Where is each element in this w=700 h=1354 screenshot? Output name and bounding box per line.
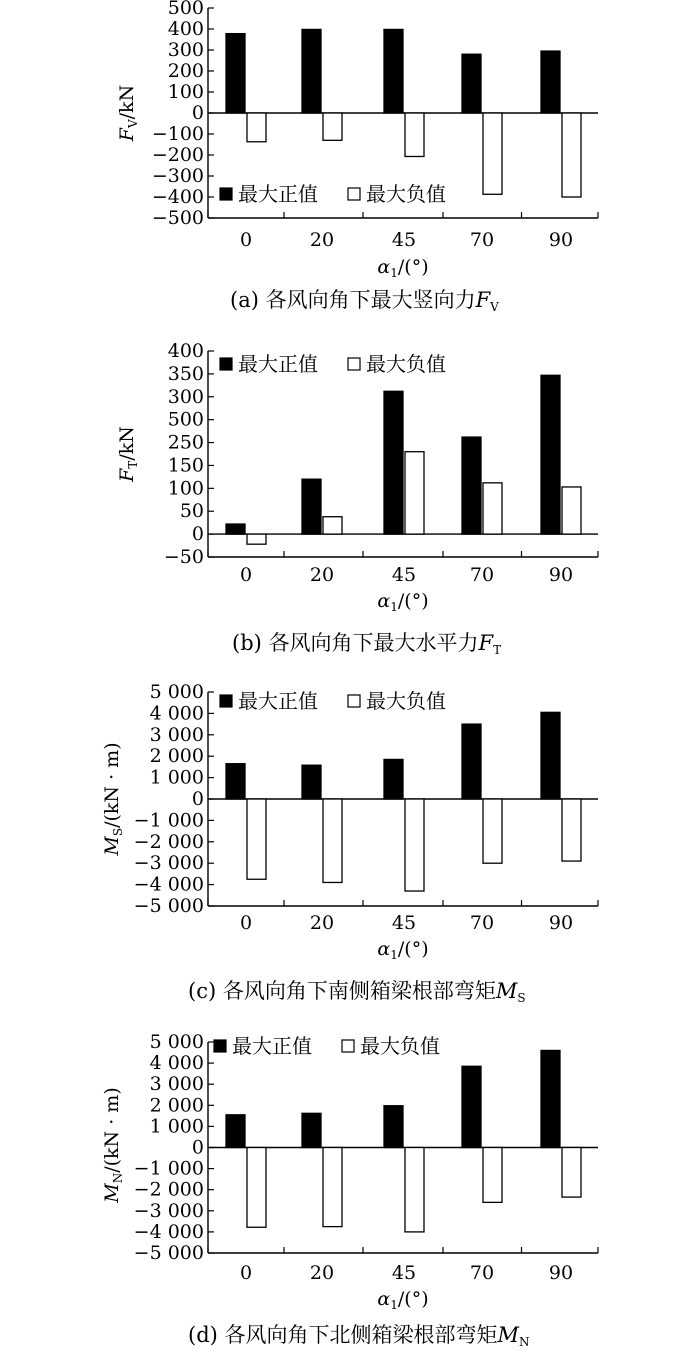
bar-max-positive bbox=[462, 437, 481, 534]
x-tick-label: 0 bbox=[239, 912, 253, 934]
x-axis-label-unit: /(°) bbox=[397, 256, 429, 278]
x-tick-label: 20 bbox=[309, 564, 335, 586]
y-tick-label: −200 bbox=[151, 144, 204, 166]
legend-swatch-positive bbox=[214, 1040, 226, 1052]
y-axis-label bbox=[116, 85, 140, 142]
x-tick-label: 45 bbox=[391, 912, 417, 934]
bar-max-negative bbox=[483, 1148, 502, 1203]
y-tick-label: −4 000 bbox=[133, 1220, 204, 1243]
legend-label-positive: 最大正值 bbox=[238, 182, 318, 206]
legend-swatch-positive bbox=[220, 358, 232, 370]
x-axis-label-symbol: α bbox=[377, 1288, 391, 1310]
legend bbox=[220, 689, 446, 713]
x-axis-label-unit: /(°) bbox=[397, 1288, 429, 1310]
y-tick-label: −5 000 bbox=[133, 895, 204, 917]
x-axis-label bbox=[377, 1288, 428, 1312]
y-tick-label: 0 bbox=[191, 1136, 204, 1159]
chart-caption-sub: S bbox=[517, 991, 526, 1005]
y-tick-label: −3 000 bbox=[133, 852, 204, 875]
y-tick-label: −3 000 bbox=[133, 1199, 204, 1222]
chart-panel-b bbox=[116, 340, 598, 657]
y-axis-label-unit: /(kN · m) bbox=[101, 1087, 123, 1173]
legend-label-positive: 最大正值 bbox=[238, 689, 318, 713]
bar-max-positive bbox=[226, 34, 245, 113]
y-tick-label: 50 bbox=[179, 500, 204, 523]
legend-swatch-negative bbox=[342, 1040, 354, 1052]
legend-swatch-positive bbox=[220, 188, 232, 200]
legend-swatch-negative bbox=[348, 695, 360, 707]
bar-max-positive bbox=[302, 1113, 321, 1147]
y-tick-label: 2 000 bbox=[149, 745, 204, 768]
y-tick-label: −500 bbox=[151, 207, 204, 229]
y-tick-label: 3 000 bbox=[149, 723, 204, 746]
y-tick-label: −300 bbox=[151, 165, 204, 187]
y-axis-label-symbol: F bbox=[116, 468, 138, 482]
chart-caption bbox=[188, 1323, 530, 1349]
chart-caption-text: (d) 各风向角下北侧箱梁根部弯矩 bbox=[188, 1323, 498, 1347]
bar-max-positive bbox=[462, 54, 481, 113]
x-tick-label: 45 bbox=[391, 229, 417, 251]
legend-label-positive: 最大正值 bbox=[232, 1034, 312, 1058]
y-tick-label: 2 000 bbox=[149, 1094, 204, 1117]
legend-label-negative: 最大负值 bbox=[366, 689, 446, 713]
y-tick-label: 150 bbox=[167, 454, 204, 477]
bar-max-negative bbox=[562, 799, 581, 861]
y-axis-label bbox=[116, 426, 140, 483]
y-tick-label: 4 000 bbox=[149, 1052, 204, 1075]
y-tick-label: −1 000 bbox=[133, 1157, 204, 1180]
y-tick-label: 0 bbox=[191, 788, 204, 810]
y-axis-label bbox=[101, 742, 125, 856]
x-axis-label-symbol: α bbox=[377, 256, 391, 278]
bar-max-negative bbox=[562, 487, 581, 534]
y-tick-label: 250 bbox=[167, 431, 204, 454]
y-tick-label: 0 bbox=[191, 523, 204, 546]
y-axis-label-symbol: M bbox=[101, 1183, 123, 1203]
bar-max-negative bbox=[405, 1148, 424, 1232]
legend-label-negative: 最大负值 bbox=[366, 182, 446, 206]
y-tick-label: −100 bbox=[151, 123, 204, 145]
chart-caption-sub: T bbox=[493, 643, 502, 657]
legend bbox=[214, 1034, 440, 1058]
chart-caption-sub: V bbox=[490, 300, 499, 314]
y-tick-label: 300 bbox=[167, 39, 204, 61]
y-tick-label: 500 bbox=[167, 408, 204, 431]
chart-panel-d bbox=[101, 1031, 598, 1349]
x-tick-label: 90 bbox=[548, 229, 574, 251]
bar-max-negative bbox=[323, 113, 342, 140]
chart-caption-symbol: F bbox=[475, 288, 491, 312]
x-axis-label-sub: 1 bbox=[390, 600, 398, 614]
y-tick-label: 3 000 bbox=[149, 1073, 204, 1096]
x-tick-label: 45 bbox=[391, 564, 417, 586]
x-axis-label-sub: 1 bbox=[390, 948, 398, 962]
y-tick-label: 400 bbox=[167, 18, 204, 40]
bar-max-negative bbox=[323, 517, 342, 534]
x-tick-label: 20 bbox=[309, 1262, 335, 1284]
y-tick-label: 4 000 bbox=[149, 702, 204, 725]
bar-max-positive bbox=[302, 479, 321, 534]
y-tick-label: −1 000 bbox=[133, 809, 204, 832]
chart-caption bbox=[230, 288, 499, 314]
bar-max-positive bbox=[541, 712, 560, 799]
legend bbox=[220, 352, 446, 376]
legend-swatch-negative bbox=[348, 358, 360, 370]
x-axis-label bbox=[377, 938, 428, 962]
x-tick-label: 70 bbox=[469, 564, 495, 586]
bar-max-positive bbox=[541, 1050, 560, 1147]
bar-max-negative bbox=[247, 799, 266, 879]
x-axis-label bbox=[377, 256, 428, 280]
y-axis-label-unit: /(kN · m) bbox=[101, 742, 123, 828]
y-tick-label: 100 bbox=[167, 81, 204, 103]
bar-max-positive bbox=[384, 1106, 403, 1148]
bar-max-positive bbox=[302, 765, 321, 799]
y-tick-label: 1 000 bbox=[149, 1115, 204, 1138]
bar-max-negative bbox=[562, 113, 581, 197]
y-tick-label: 1 000 bbox=[149, 766, 204, 789]
chart-panel-c bbox=[101, 681, 598, 1005]
bar-max-negative bbox=[483, 113, 502, 194]
bar-max-positive bbox=[541, 51, 560, 113]
x-axis-label bbox=[377, 590, 428, 614]
bar-max-positive bbox=[226, 524, 245, 534]
chart-caption-symbol: M bbox=[495, 979, 518, 1003]
bar-max-positive bbox=[384, 759, 403, 799]
chart-caption-text: (a) 各风向角下最大竖向力 bbox=[230, 288, 476, 312]
y-tick-label: 100 bbox=[167, 477, 204, 500]
x-tick-label: 90 bbox=[548, 564, 574, 586]
y-tick-label: −400 bbox=[151, 186, 204, 208]
x-axis-label-symbol: α bbox=[377, 590, 391, 612]
legend-swatch-positive bbox=[220, 695, 232, 707]
x-tick-label: 70 bbox=[469, 1262, 495, 1284]
bar-max-negative bbox=[247, 534, 266, 544]
x-tick-label: 70 bbox=[469, 912, 495, 934]
chart-panel-a bbox=[116, 0, 598, 314]
chart-caption-symbol: F bbox=[478, 631, 494, 655]
y-axis-label-symbol: M bbox=[101, 836, 123, 856]
y-tick-label: 5 000 bbox=[149, 681, 204, 703]
y-tick-label: −5 000 bbox=[133, 1242, 204, 1264]
y-axis-label-symbol: F bbox=[116, 128, 138, 142]
bar-max-positive bbox=[541, 375, 560, 534]
chart-caption-text: (c) 各风向角下南侧箱梁根部弯矩 bbox=[188, 979, 496, 1003]
x-tick-label: 20 bbox=[309, 229, 335, 251]
bar-max-negative bbox=[405, 113, 424, 156]
y-axis-label-sub: T bbox=[126, 460, 140, 469]
bar-max-negative bbox=[247, 113, 266, 142]
legend bbox=[220, 182, 446, 206]
y-tick-label: 350 bbox=[167, 362, 204, 385]
x-axis-label-unit: /(°) bbox=[397, 590, 429, 612]
chart-caption bbox=[232, 631, 501, 657]
y-axis-label bbox=[101, 1087, 125, 1203]
y-tick-label: −2 000 bbox=[133, 830, 204, 853]
bar-max-positive bbox=[462, 724, 481, 799]
y-axis-label-sub: S bbox=[111, 827, 125, 837]
bar-max-negative bbox=[562, 1148, 581, 1198]
bar-max-negative bbox=[247, 1148, 266, 1228]
y-axis-label-unit: /kN bbox=[116, 84, 138, 120]
legend-swatch-negative bbox=[348, 188, 360, 200]
y-tick-label: 200 bbox=[167, 60, 204, 82]
x-axis-label-sub: 1 bbox=[390, 266, 398, 280]
x-tick-label: 45 bbox=[391, 1262, 417, 1284]
x-tick-label: 0 bbox=[239, 229, 253, 251]
y-tick-label: −2 000 bbox=[133, 1178, 204, 1201]
y-tick-label: −50 bbox=[163, 546, 204, 568]
x-tick-label: 90 bbox=[548, 912, 574, 934]
bar-max-negative bbox=[405, 799, 424, 891]
y-tick-label: 5 000 bbox=[149, 1031, 204, 1053]
bar-max-positive bbox=[226, 1115, 245, 1148]
x-tick-label: 90 bbox=[548, 1262, 574, 1284]
y-tick-label: 500 bbox=[167, 0, 204, 19]
chart-caption bbox=[188, 979, 526, 1005]
x-axis-label-unit: /(°) bbox=[397, 938, 429, 960]
bar-max-negative bbox=[323, 799, 342, 882]
bar-max-positive bbox=[384, 29, 403, 113]
x-axis-label-symbol: α bbox=[377, 938, 391, 960]
y-tick-label: 300 bbox=[167, 385, 204, 408]
legend-label-positive: 最大正值 bbox=[238, 352, 318, 376]
bar-max-negative bbox=[323, 1148, 342, 1227]
legend-label-negative: 最大负值 bbox=[360, 1034, 440, 1058]
bar-max-positive bbox=[462, 1066, 481, 1147]
bar-max-positive bbox=[226, 764, 245, 799]
chart-caption-text: (b) 各风向角下最大水平力 bbox=[232, 631, 479, 655]
x-axis-label-sub: 1 bbox=[390, 1298, 398, 1312]
chart-caption-sub: N bbox=[519, 1335, 530, 1349]
bar-max-negative bbox=[483, 483, 502, 534]
bar-max-positive bbox=[384, 391, 403, 534]
y-tick-label: −4 000 bbox=[133, 873, 204, 896]
x-tick-label: 0 bbox=[239, 564, 253, 586]
y-tick-label: 0 bbox=[191, 102, 204, 124]
chart-caption-symbol: M bbox=[497, 1323, 520, 1347]
y-axis-label-sub: V bbox=[126, 119, 140, 129]
x-tick-label: 0 bbox=[239, 1262, 253, 1284]
y-axis-label-unit: /kN bbox=[116, 426, 138, 461]
legend-label-negative: 最大负值 bbox=[366, 352, 446, 376]
y-tick-label: 400 bbox=[167, 340, 204, 362]
y-axis-label-sub: N bbox=[111, 1172, 125, 1184]
bar-max-negative bbox=[483, 799, 502, 863]
x-tick-label: 70 bbox=[469, 229, 495, 251]
bar-max-negative bbox=[405, 452, 424, 534]
x-tick-label: 20 bbox=[309, 912, 335, 934]
bar-max-positive bbox=[302, 29, 321, 113]
